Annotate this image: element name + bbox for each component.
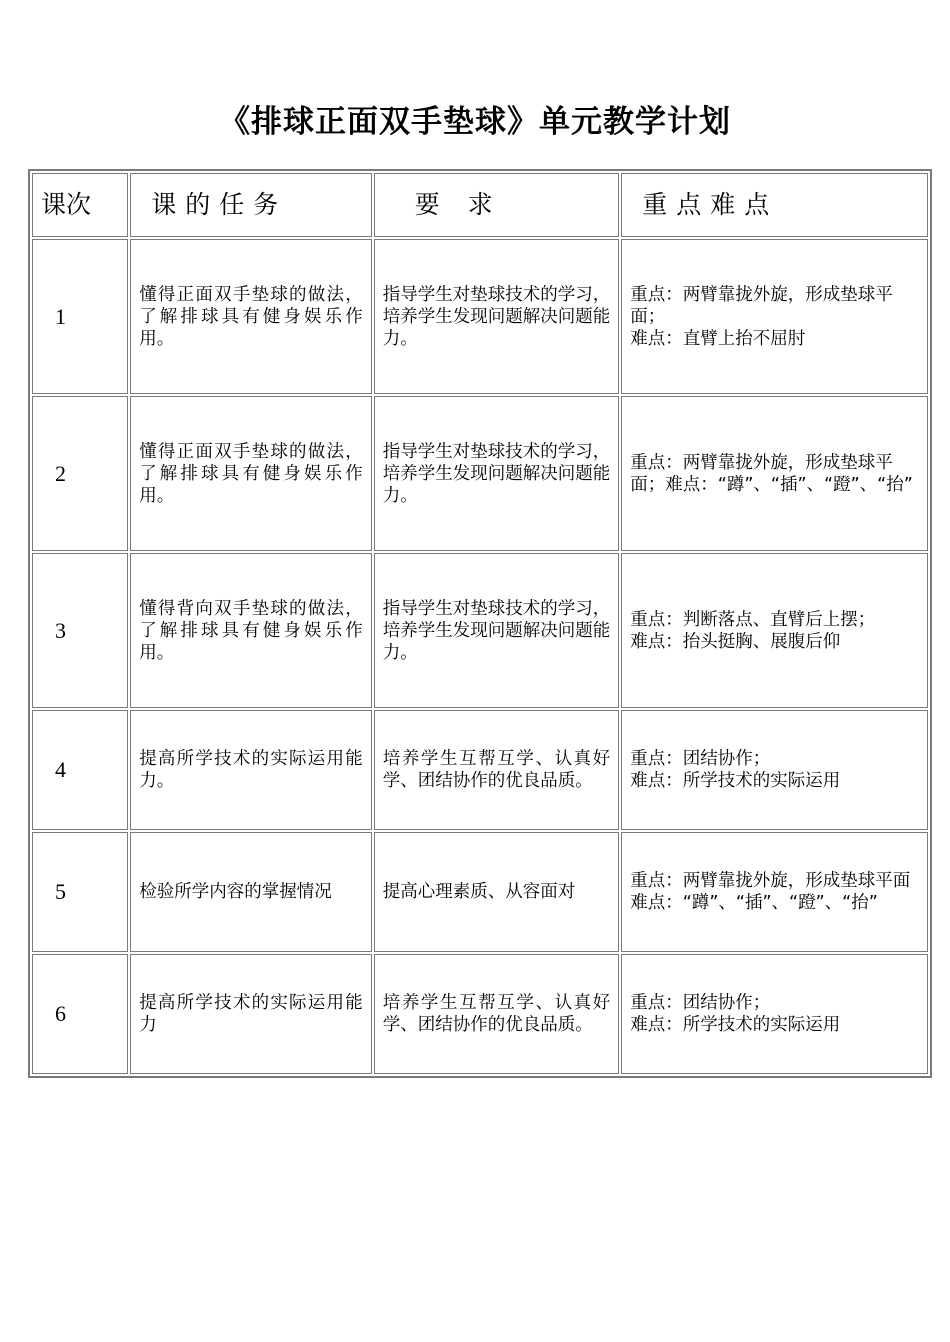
difficult-point-line: 难点：抬头挺胸、展腹后仰	[630, 631, 841, 652]
lesson-requirement: 培养学生互帮互学、认真好学、团结协作的优良品质。	[374, 710, 620, 830]
header-lesson-number: 课次	[32, 173, 128, 237]
table-row	[32, 396, 928, 551]
difficult-point-line: 难点：所学技术的实际运用	[630, 771, 841, 791]
header-task: 课的任务	[130, 173, 372, 237]
difficult-point-line: 难点：“蹲”、“插”、“蹬”、“抬”	[630, 893, 878, 913]
lesson-requirement: 指导学生对垫球技术的学习，培养学生发现问题解决问题能力。	[374, 239, 620, 394]
lesson-key-points	[621, 239, 928, 394]
lesson-number: 1	[32, 239, 128, 394]
table-row	[32, 954, 928, 1074]
key-point-line: 重点：两臂靠拢外旋，形成垫球平面；难点：“蹲”、“插”、“蹬”、“抬”	[630, 452, 913, 495]
lesson-key-points	[621, 553, 928, 708]
lesson-key-points	[621, 396, 928, 551]
key-point-line: 重点：两臂靠拢外旋，形成垫球平面；	[630, 284, 893, 327]
lesson-task: 提高所学技术的实际运用能力。	[130, 710, 372, 830]
lesson-task: 懂得正面双手垫球的做法，了解排球具有健身娱乐作用。	[130, 396, 372, 551]
lesson-requirement: 指导学生对垫球技术的学习，培养学生发现问题解决问题能力。	[374, 396, 620, 551]
table-row	[32, 710, 928, 830]
difficult-point-line: 难点：所学技术的实际运用	[630, 1015, 841, 1035]
key-point-line: 重点：团结协作；	[630, 993, 771, 1013]
header-requirement: 要 求	[374, 173, 620, 237]
lesson-key-points	[621, 710, 928, 830]
difficult-point-line: 难点：直臂上抬不屈肘	[630, 328, 806, 349]
lesson-number: 6	[32, 954, 128, 1074]
lesson-number: 4	[32, 710, 128, 830]
lesson-task: 检验所学内容的掌握情况	[130, 832, 372, 952]
lesson-task: 提高所学技术的实际运用能力	[130, 954, 372, 1074]
table-row	[32, 832, 928, 952]
key-point-line: 重点：判断落点、直臂后上摆；	[630, 609, 876, 630]
lesson-plan-table	[28, 169, 932, 1078]
lesson-task: 懂得背向双手垫球的做法，了解排球具有健身娱乐作用。	[130, 553, 372, 708]
lesson-requirement: 提高心理素质、从容面对	[374, 832, 620, 952]
table-header-row	[32, 173, 928, 237]
lesson-key-points	[621, 954, 928, 1074]
header-key-difficult-points: 重点难点	[621, 173, 928, 237]
lesson-number: 5	[32, 832, 128, 952]
lesson-requirement: 指导学生对垫球技术的学习，培养学生发现问题解决问题能力。	[374, 553, 620, 708]
key-point-line: 重点：团结协作；	[630, 749, 771, 769]
key-point-line: 重点：两臂靠拢外旋，形成垫球平面	[630, 871, 911, 891]
table-row	[32, 239, 928, 394]
lesson-requirement: 培养学生互帮互学、认真好学、团结协作的优良品质。	[374, 954, 620, 1074]
lesson-key-points	[621, 832, 928, 952]
lesson-number: 3	[32, 553, 128, 708]
table-row	[32, 553, 928, 708]
page-title: 《排球正面双手垫球》单元教学计划	[219, 104, 731, 140]
lesson-number: 2	[32, 396, 128, 551]
lesson-task: 懂得正面双手垫球的做法，了解排球具有健身娱乐作用。	[130, 239, 372, 394]
